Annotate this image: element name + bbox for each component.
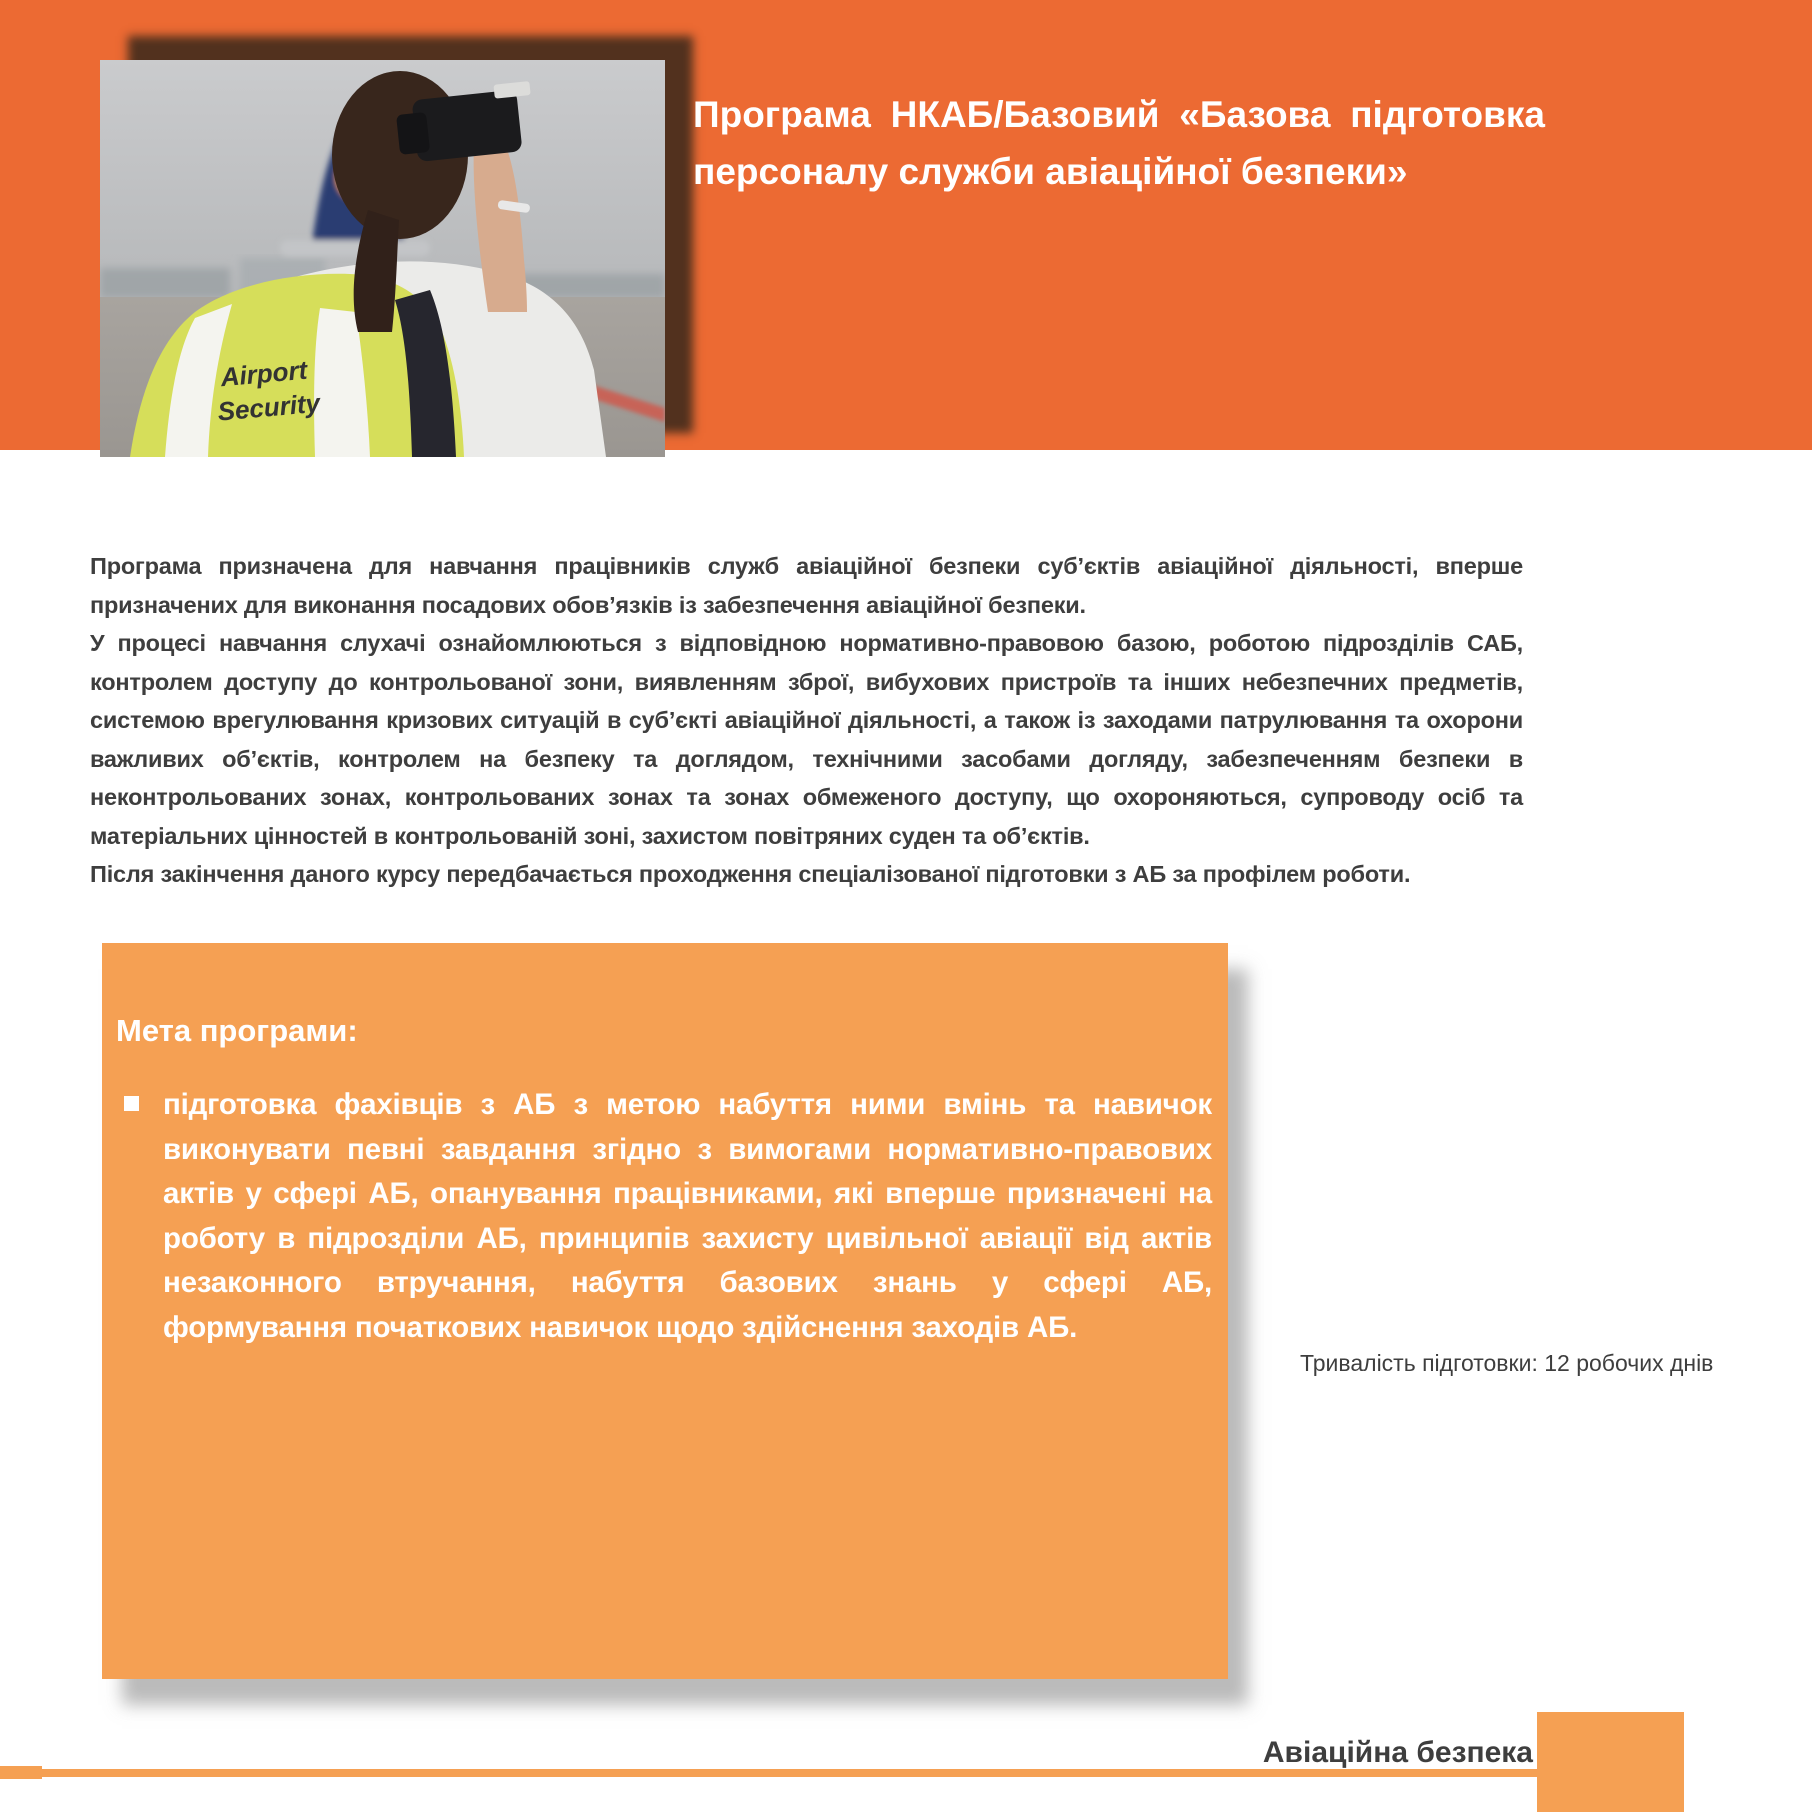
vest-label-line2: Security [216, 387, 322, 427]
intro-paragraph: Після закінчення даного курсу передбачається проходження спеціалізованої підготовки з АБ за профілем роботи. [90, 861, 1411, 887]
bullet-square-icon [124, 1096, 139, 1111]
airport-security-photo [100, 60, 665, 457]
program-goal-box [102, 943, 1228, 1679]
footer-category-label: Авіаційна безпека [1262, 1736, 1533, 1769]
duration-note: Тривалість підготовки: 12 робочих днів [1300, 1350, 1714, 1376]
goal-bullet-text: підготовка фахівців з АБ з метою набуття ними вмінь та навичок виконувати певні завдання згідно з вимогами нормативно-правових актів у сфері АБ, опанування працівниками, які вперше призначені на роботу в підрозділи АБ, принципів захисту цивільної авіації від актів незаконного втручання, набуття базових знань у сфері АБ, формування початкових навичок щодо здійснення заходів АБ. [163, 1088, 1212, 1344]
goal-bullet-item [124, 1083, 1212, 1350]
page-title: Програма НКАБ/Базовий «Базова підготовка персоналу служби авіаційної безпеки» [693, 94, 1545, 192]
footer-rule [0, 1769, 1537, 1777]
intro-text [90, 547, 1523, 894]
footer-orange-square [1537, 1712, 1684, 1812]
intro-paragraph: У процесі навчання слухачі ознайомлюються з відповідною нормативно-правовою базою, роботою підрозділів САБ, контролем доступу до контрольованої зони, виявленням зброї, вибухових пристроїв та інших небезпечних предметів, системою врегулювання кризових ситуацій в суб’єкті авіаційної діяльності, а також із заходами патрулювання та охорони важливих об’єктів, контролем на безпеку та доглядом, технічними засобами догляду, забезпеченням безпеки в неконтрольованих зонах, контрольованих зонах та зонах обмеженого доступу, що охороняються, супроводу осіб та матеріальних цінностей в контрольованій зоні, захистом повітряних суден та об’єктів. [90, 630, 1523, 849]
goal-heading: Мета програми: [116, 1013, 358, 1048]
intro-paragraph: Програма призначена для навчання працівників служб авіаційної безпеки суб’єктів авіаційної діяльності, вперше призначених для виконання посадових обов’язків із забезпечення авіаційної безпеки. [90, 553, 1523, 618]
camera-lens [396, 112, 430, 155]
photo-illustration [100, 60, 665, 457]
vest-label-line1: Airport [219, 354, 309, 393]
